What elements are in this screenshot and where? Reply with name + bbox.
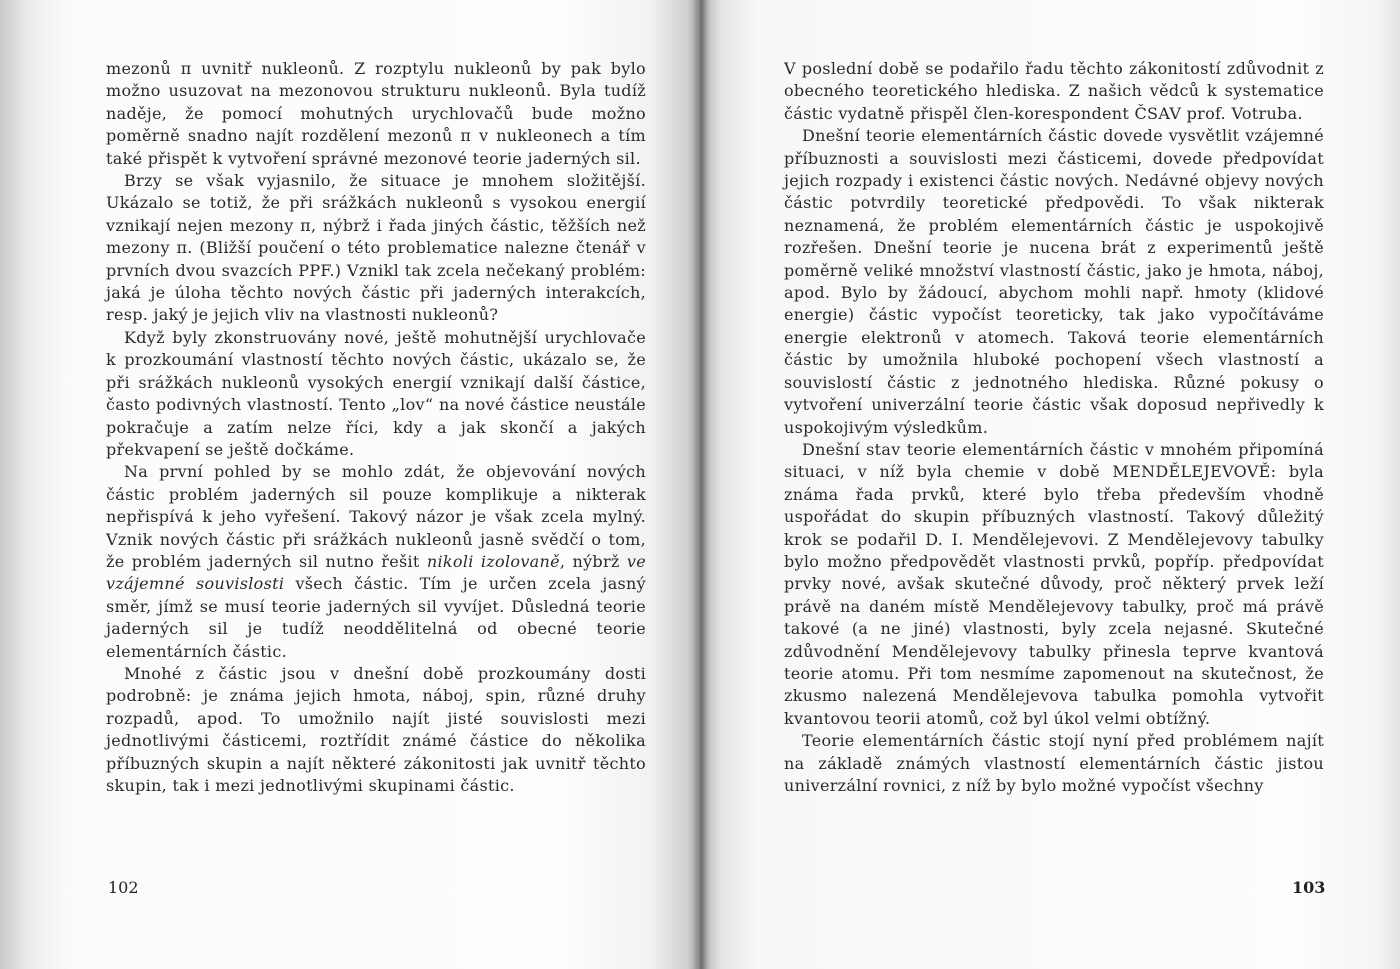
text-run: V poslední době se podařilo řadu těchto zákonitostí zdůvodnit z obecného teoretického hlediska. Z našich vědců k systematice částic vydatně přispěl člen-korespondent ČSAV prof. Votruba. <box>784 59 1324 123</box>
paragraph <box>106 461 646 663</box>
text-run: Mnohé z částic jsou v dnešní době prozkoumány dosti podrobně: je známa jejich hmota, náboj, spin, různé druhy rozpadů, apod. To umožnilo najít jisté souvislosti mezi jednotlivými částicemi, roztřídit známé částice do několika příbuzných skupin a najít některé zákonitosti jak uvnitř těchto skupin, tak i mezi jednotlivými skupinami částic. <box>106 663 646 795</box>
page-number-right: 103 <box>1292 878 1326 897</box>
text-run: Brzy se však vyjasnilo, že situace je mnohem složitější. Ukázalo se totiž, že při srážkách nukleonů s vysokou energií vznikají nejen mezony π, nýbrž i řada jiných částic, těžších než mezony π. (Bližší poučení o této problematice nalezne čtenář v prvních dvou svazcích PPF.) Vznikl tak zcela nečekaný problém: jaká je úloha těchto nových částic při jaderných interakcích, resp. jaký je jejich vliv na vlastnosti nukleonů? <box>106 171 646 325</box>
paragraph <box>784 125 1324 439</box>
book-gutter <box>692 0 710 969</box>
paragraph <box>784 58 1324 125</box>
paragraph <box>106 663 646 797</box>
right-page <box>700 0 1400 969</box>
page-number-left: 102 <box>108 878 139 897</box>
paragraph <box>784 439 1324 730</box>
paragraph <box>784 730 1324 797</box>
text-run: Na první pohled by se mohlo zdát, že objevování nových částic problém jaderných sil pouze komplikuje a nikterak nepřispívá k jeho vyřešení. Takový názor je však zcela mylný. Vznik nových částic při srážkách nukleonů jasně svědčí o tom, že problém jaderných sil nutno řešit <box>106 462 646 571</box>
text-run: všech částic. Tím je určen zcela jasný směr, jímž se musí teorie jaderných sil vyvíjet. Důsledná teorie jaderných sil je tudíž neoddělitelná od obecné teorie elementárních částic. <box>106 574 646 661</box>
text-run: Teorie elementárních částic stojí nyní před problémem najít na základě známých vlastností elementárních částic jistou univerzální rovnici, z níž by bylo možné vypočíst všechny <box>784 731 1324 795</box>
left-text-column <box>106 58 646 797</box>
text-run: , nýbrž <box>559 551 627 571</box>
text-run: mezonů π uvnitř nukleonů. Z rozptylu nukleonů by pak bylo možno usuzovat na mezonovou strukturu nukleonů. Byla tudíž naděje, že pomocí mohutných urychlovačů bude možno poměrně snadno najít rozdělení mezonů π v nukleonech a tím také přispět k vytvoření správné mezonové teorie jaderných sil. <box>106 59 646 168</box>
right-text-column <box>784 58 1324 797</box>
text-run: Když byly zkonstruovány nové, ještě mohutnější urychlovače k prozkoumání vlastností těchto nových částic, ukázalo se, že při srážkách nukleonů vysokých energií vznikají další částice, často podivných vlastností. Tento „lov“ na nové částice neustále pokračuje a zatím nelze říci, kdy a jak skončí a jakých překvapení se ještě dočkáme. <box>106 327 646 459</box>
emphasis-text: ve vzájemné souvislosti <box>106 551 646 594</box>
paragraph <box>106 58 646 170</box>
paragraph <box>106 170 646 327</box>
text-run: Dnešní teorie elementárních částic dovede vysvětlit vzájemné příbuznosti a souvislosti mezi částicemi, dovede předpovídat jejich rozpady i existenci částic nových. Nedávné objevy nových částic potvrdily teoretické předpovědi. To však nikterak neznamená, že problém elementárních částic je uspokojivě rozřešen. Dnešní teorie je nucena brát z experimentů ještě poměrně veliké množství vlastností částic, jako je hmota, náboj, apod. Bylo by žádoucí, abychom mohli např. hmoty (klidové energie) částic vypočíst teoreticky, tak jako vypočítáváme energie elektronů v atomech. Taková teorie elementárních částic by umožnila hluboké pochopení všech vlastností a souvislostí částic z jednotného hlediska. Různé pokusy o vytvoření univerzální teorie částic však doposud nepřivedly k uspokojivým výsledkům. <box>784 126 1324 437</box>
text-run: Dnešní stav teorie elementárních částic v mnohém připomíná situaci, v níž byla chemie v době MENDĚLEJEVOVĚ: byla známa řada prvků, které bylo třeba především vhodně uspořádat do skupin příbuzných vlastností. Takový důležitý krok se podařil D. I. Mendělejevovi. Z Mendělejevovy tabulky bylo možno předpovědět vlastnosti prvků, popříp. předpovídat prvky nové, avšak skutečné důvody, proč některý prvek leží právě na daném místě Mendělejevovy tabulky, proč má právě takové (a ne jiné) vlastnosti, byly zcela nejasné. Skutečné zdůvodnění Mendělejevovy tabulky přinesla teprve kvantová teorie atomu. Při tom nesmíme zapomenout na skutečnost, že zkusmo nalezená Mendělejevova tabulka pomohla vytvořit kvantovou teorii atomů, což byl úkol velmi obtížný. <box>784 439 1324 728</box>
emphasis-text: nikoli izolovaně <box>426 551 560 571</box>
paragraph <box>106 327 646 461</box>
